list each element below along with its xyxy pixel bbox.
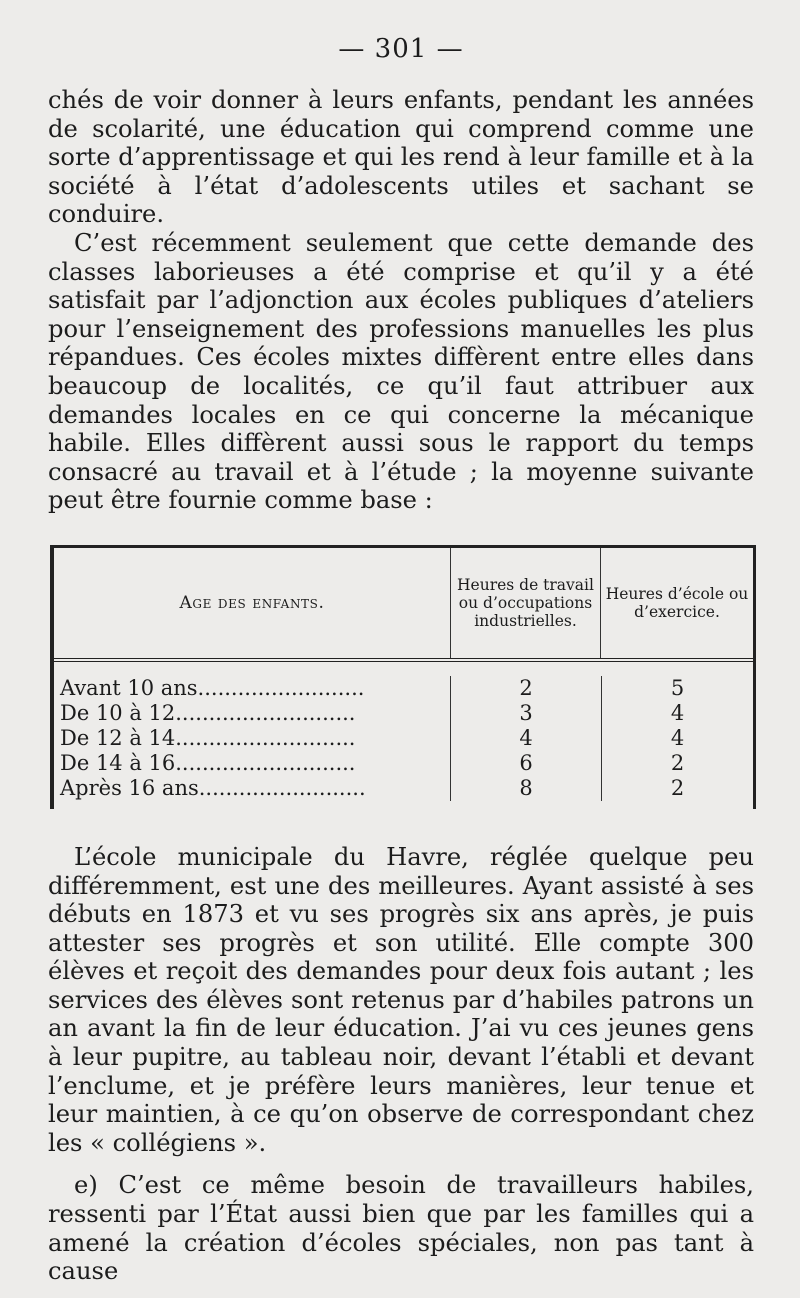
table-row (54, 726, 753, 751)
table-row (54, 776, 753, 801)
paragraph-havre: L’école municipale du Havre, réglée quelque peu différemment, est une des meilleures. Ayant assisté à ses débuts en 1873 et vu ses progrès six ans après, je puis attester ses progrès et son utilité. Elle compte 300 élèves et reçoit des demandes pour deux fois autant ; les services des élèves sont retenus par d’habiles patrons un an avant la fin de leur éducation. J’ai vu ces jeunes gens à leur pupitre, au tableau noir, devant l’établi et devant l’enclume, et je préfère leurs manières, leur tenue et leur maintien, à ce qu’on observe de correspondant chez les « collégiens ». (48, 842, 754, 1157)
school-hours: 4 (601, 726, 753, 751)
paragraph-e: e) C’est ce même besoin de travailleurs habiles, ressenti par l’État aussi bien que par les familles qui a amené la création d’écoles spéciales, non pas tant à cause (48, 1171, 754, 1286)
header-work-hours: Heures de travail ou d’occupations industrielles. (450, 548, 600, 658)
table-header-row (54, 548, 753, 662)
work-hours: 2 (450, 676, 601, 701)
table-row (54, 701, 753, 726)
header-age: Age des enfants. (179, 592, 325, 613)
hours-table (50, 545, 756, 809)
work-hours: 6 (450, 751, 601, 776)
age-range: De 12 à 14........................... (60, 725, 356, 750)
school-hours: 4 (601, 701, 753, 726)
school-hours: 2 (601, 751, 753, 776)
school-hours: 5 (601, 676, 753, 701)
age-range: Avant 10 ans......................... (60, 675, 365, 700)
work-hours: 4 (450, 726, 601, 751)
table-body (54, 662, 753, 801)
paragraph-continuation: chés de voir donner à leurs enfants, pendant les années de scolarité, une éducation qui comprend comme une sorte d’apprentissage et qui les rend à leur famille et à la société à l’état d’adolescents utiles et sachant se conduire. (48, 86, 754, 229)
work-hours: 3 (450, 701, 601, 726)
school-hours: 2 (601, 776, 753, 801)
paragraph-classes-laborieuses: C’est récemment seulement que cette demande des classes laborieuses a été comprise et qu’il y a été satisfait par l’adjonction aux écoles publiques d’ateliers pour l’enseignement des professions manuelles les plus répandues. Ces écoles mixtes diffèrent entre elles dans beaucoup de localités, ce qu’il faut attribuer aux demandes locales en ce qui concerne la mécanique habile. Elles diffèrent aussi sous le rapport du temps consacré au travail et à l’étude ; la moyenne suivante peut être fournie comme base : (48, 228, 754, 515)
table-row (54, 751, 753, 776)
header-school-hours: Heures d’école ou d’exercice. (600, 548, 753, 658)
age-range: De 14 à 16........................... (60, 750, 356, 775)
table-row (54, 676, 753, 701)
age-range: Après 16 ans......................... (60, 775, 366, 800)
page-number: — 301 — (338, 34, 464, 64)
age-range: De 10 à 12........................... (60, 700, 356, 725)
work-hours: 8 (450, 776, 601, 801)
